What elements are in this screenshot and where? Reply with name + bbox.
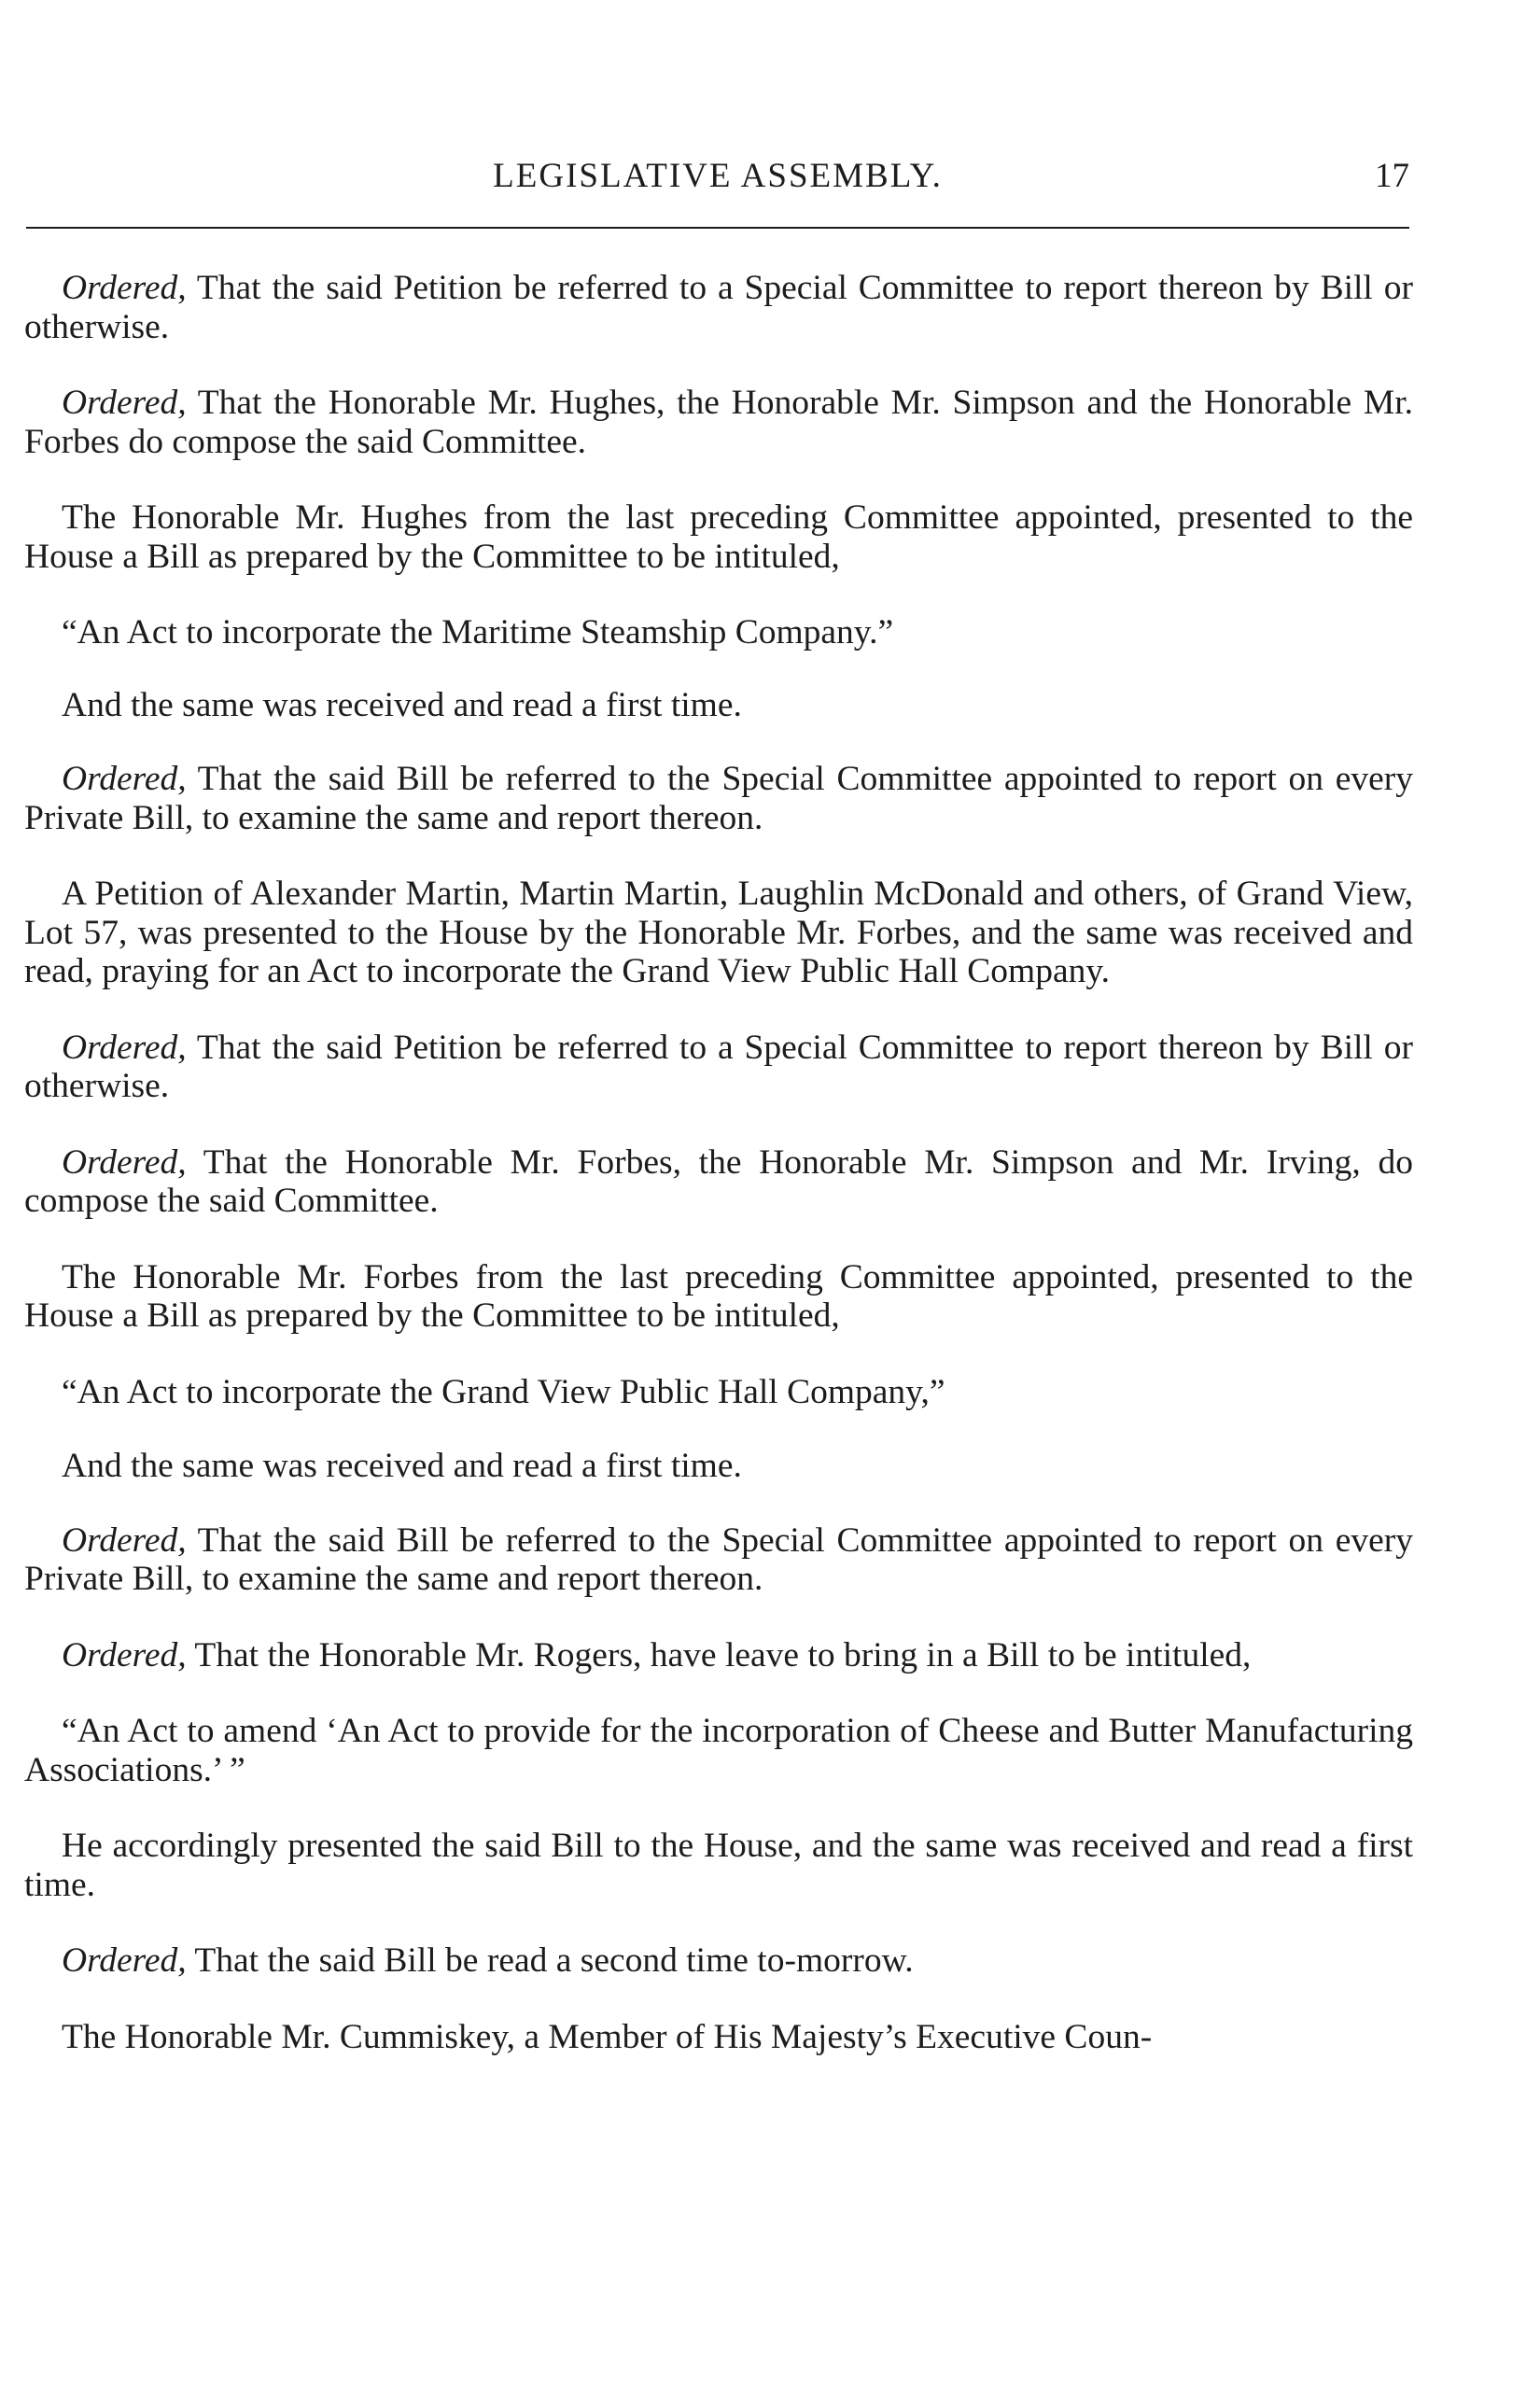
paragraph-text: That the said Bill be referred to the Special Committee appointed to report on every Private Bill, to examine the same and report thereon. — [24, 760, 1413, 837]
paragraph-text: That the said Petition be referred to a Special Committee to report thereon by Bill or otherwise. — [24, 1028, 1413, 1105]
bill-title-grand-view-hall — [24, 1373, 1413, 1412]
body-text — [24, 269, 1413, 2056]
paragraph-text: “An Act to amend ‘An Act to provide for the incorporation of Cheese and Butter Manufacturing Associations.’ ” — [24, 1712, 1413, 1789]
paragraph-ordered-bill-referred — [24, 1521, 1413, 1599]
paragraph-lead: Ordered, — [62, 269, 187, 307]
paragraph-hughes-presented-bill — [24, 498, 1413, 576]
running-title: LEGISLATIVE ASSEMBLY. — [493, 157, 943, 195]
paragraph-text: That the Honorable Mr. Rogers, have leave to bring in a Bill to be intituled, — [186, 1635, 1252, 1674]
paragraph-forbes-presented-bill — [24, 1258, 1413, 1336]
bill-title-cheese-butter — [24, 1712, 1413, 1789]
paragraph-lead: Ordered, — [62, 1142, 187, 1182]
paragraph-lead: Ordered, — [62, 1635, 187, 1674]
paragraph-text: And the same was received and read a first time. — [62, 685, 742, 724]
paragraph-text: A Petition of Alexander Martin, Martin Martin, Laughlin McDonald and others, of Grand View, Lot 57, was presented to the House by the Honorable Mr. Forbes, and the same was received and read, praying for an Act to incorporate the Grand View Public Hall Company. — [24, 875, 1413, 990]
paragraph-text: The Honorable Mr. Hughes from the last preceding Committee appointed, presented to the House a Bill as prepared by the Committee to be intituled, — [24, 498, 1413, 576]
paragraph-text: That the Honorable Mr. Forbes, the Honorable Mr. Simpson and Mr. Irving, do compose the said Committee. — [24, 1142, 1413, 1220]
running-head — [26, 153, 1409, 200]
paragraph-text: “An Act to incorporate the Grand View Public Hall Company,” — [62, 1372, 945, 1411]
paragraph-text: And the same was received and read a first time. — [62, 1447, 742, 1485]
paragraph-lead: Ordered, — [62, 1941, 187, 1980]
paragraph-rogers-presented-bill — [24, 1827, 1413, 1904]
paragraph-text: That the said Bill be referred to the Special Committee appointed to report on every Private Bill, to examine the same and report thereon. — [24, 1520, 1413, 1598]
header-rule — [26, 227, 1409, 229]
paragraph-text: That the said Bill be read a second time to-morrow. — [186, 1941, 914, 1980]
paragraph-text: The Honorable Mr. Forbes from the last preceding Committee appointed, presented to the House a Bill as prepared by the Committee to be intituled, — [24, 1257, 1413, 1335]
paragraph-ordered-committee-composition — [24, 1143, 1413, 1221]
paragraph-ordered-rogers-leave — [24, 1636, 1413, 1675]
paragraph-text: “An Act to incorporate the Maritime Steamship Company.” — [62, 613, 894, 652]
paragraph-grand-view-petition — [24, 875, 1413, 991]
paragraph-first-reading — [24, 686, 1413, 725]
bill-title-maritime-steamship — [24, 613, 1413, 652]
paragraph-text: He accordingly presented the said Bill to the House, and the same was received and read a first time. — [24, 1827, 1413, 1904]
paragraph-lead: Ordered, — [62, 1520, 187, 1560]
paragraph-lead: Ordered, — [62, 384, 187, 422]
page-number: 17 — [1375, 157, 1409, 195]
paragraph-lead: Ordered, — [62, 1028, 187, 1067]
paragraph-text: The Honorable Mr. Cummiskey, a Member of His Majesty’s Executive Coun- — [62, 2017, 1153, 2056]
paragraph-text: That the Honorable Mr. Hughes, the Honorable Mr. Simpson and the Honorable Mr. Forbes do compose the said Committee. — [24, 384, 1413, 461]
paragraph-first-reading — [24, 1447, 1413, 1486]
paragraph-cummiskey — [24, 2018, 1413, 2057]
paragraph-text: That the said Petition be referred to a Special Committee to report thereon by Bill or otherwise. — [24, 269, 1413, 346]
paragraph-ordered-petition-referred — [24, 269, 1413, 346]
paragraph-ordered-second-reading — [24, 1941, 1413, 1981]
paragraph-lead: Ordered, — [62, 760, 187, 798]
paragraph-ordered-petition-referred — [24, 1029, 1413, 1106]
paragraph-ordered-committee-composition — [24, 384, 1413, 461]
paragraph-ordered-bill-referred — [24, 760, 1413, 837]
